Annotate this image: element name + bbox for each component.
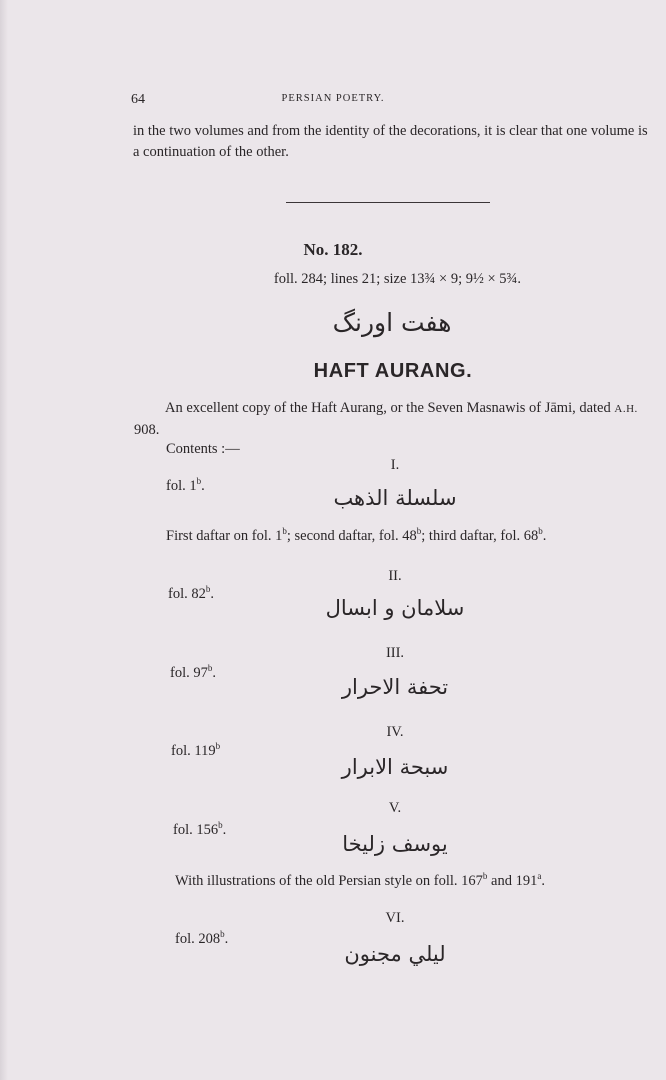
- contents-label: Contents :—: [166, 441, 240, 457]
- note-superscript: b: [416, 526, 422, 537]
- section-persian-title: تحفة الاحرار: [341, 675, 449, 699]
- running-title: PERSIAN POETRY.: [281, 93, 385, 104]
- folio-superscript: b: [207, 663, 213, 674]
- section-persian-title: يوسف زليخا: [342, 832, 448, 856]
- section-persian-title: ليلي مجنون: [344, 942, 446, 966]
- note-superscript: a: [537, 871, 542, 882]
- folio-reference: fol. 156$^b$.: [173, 820, 227, 838]
- section-persian-title: سبحة الابرار: [341, 755, 449, 779]
- description-text: An excellent copy of the Haft Aurang, or the Seven Masnawis of Jāmi, dated: [165, 400, 611, 416]
- folio-superscript: b: [196, 476, 202, 487]
- description-year: 908.: [134, 422, 160, 438]
- title-roman: HAFT AURANG.: [313, 360, 473, 382]
- note-text: .: [542, 528, 547, 544]
- illustrations-note: [175, 873, 545, 890]
- page-number: 64: [131, 92, 145, 107]
- folio-reference: fol. 82$^b$.: [168, 584, 214, 602]
- section-numeral: III.: [385, 645, 405, 661]
- title-persian: هفت اورنگ: [332, 308, 452, 337]
- section-persian-title: سلسلة الذهب: [333, 486, 457, 510]
- folio-superscript: b: [215, 741, 221, 752]
- continued-paragraph: in the two volumes and from the identity of the decorations, it is clear that one volume is a continuation of the other.: [133, 123, 648, 160]
- entry-number: No. 182.: [303, 240, 363, 259]
- folio-text: fol. 1: [166, 478, 197, 494]
- folio-text: fol. 119: [171, 743, 216, 759]
- section-divider-rule: [286, 202, 490, 203]
- folio-reference: fol. 97$^b$.: [170, 663, 216, 681]
- entry-description: [134, 398, 654, 441]
- note-text: ; second daftar, fol. 48: [286, 528, 417, 544]
- note-text: ; third daftar, fol. 68: [421, 528, 539, 544]
- collation-line: foll. 284; lines 21; size 13¾ × 9; 9½ × 5¾.: [273, 271, 522, 287]
- note-superscript: b: [282, 526, 287, 537]
- section-numeral: VI.: [385, 910, 405, 926]
- folio-reference: fol. 208$^b$.: [175, 929, 229, 947]
- note-text: With illustrations of the old Persian style on foll. 167: [175, 873, 483, 889]
- note-text: and 191: [487, 873, 538, 889]
- section-numeral: II.: [388, 568, 402, 584]
- folio-text: fol. 208: [175, 931, 221, 947]
- folio-reference: fol. 1$^b$.: [166, 476, 205, 494]
- note-text: .: [541, 873, 545, 889]
- folio-superscript: b: [218, 820, 223, 831]
- folio-text: fol. 156: [173, 822, 219, 838]
- folio-superscript: b: [205, 584, 211, 595]
- section-numeral: I.: [390, 457, 400, 473]
- section-numeral: IV.: [386, 724, 404, 740]
- note-text: First daftar on fol. 1: [166, 528, 283, 544]
- folio-text: fol. 82: [168, 586, 206, 602]
- section-numeral: V.: [388, 800, 402, 816]
- era-abbreviation: A.H.: [614, 403, 638, 415]
- folio-text: fol. 97: [170, 665, 208, 681]
- section-persian-title: سلامان و ابسال: [325, 596, 465, 620]
- note-superscript: b: [482, 871, 488, 882]
- daftar-note: [166, 528, 546, 545]
- running-head: [0, 92, 666, 112]
- note-superscript: b: [538, 526, 543, 537]
- folio-superscript: b: [220, 929, 225, 940]
